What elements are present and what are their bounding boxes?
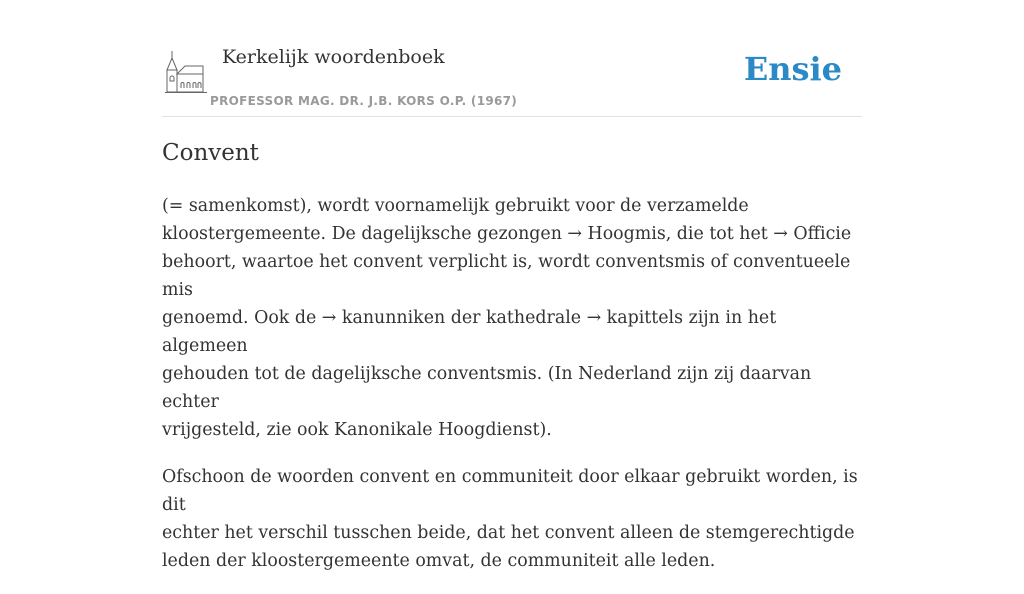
paragraph-2-line: leden der kloostergemeente omvat, de communiteit alle leden. — [162, 551, 716, 571]
header — [162, 40, 862, 117]
dictionary-author: PROFESSOR MAG. DR. J.B. KORS O.P. (1967) — [210, 94, 518, 108]
entry-term: Convent — [162, 140, 259, 166]
paragraph-1-line: behoort, waartoe het convent verplicht is, wordt conventsmis of conventueele mis — [162, 252, 851, 300]
ensie-logo-link[interactable]: Ensie — [743, 50, 842, 88]
paragraph-1-line: kloostergemeente. De dagelijksche gezongen → Hoogmis, die tot het → Officie — [162, 224, 852, 244]
paragraph-1-line: gehouden tot de dagelijksche conventsmis. (In Nederland zijn zij daarvan echter — [162, 364, 812, 412]
paragraph-1-line: (= samenkomst), wordt voornamelijk gebruikt voor de verzamelde — [162, 196, 749, 216]
paragraph-1-line: vrijgesteld, zie ook Kanonikale Hoogdienst). — [162, 420, 552, 440]
paragraph-1 — [162, 192, 862, 444]
paragraph-1-line: genoemd. Ook de → kanunniken der kathedrale → kapittels zijn in het algemeen — [162, 308, 777, 356]
dictionary-title[interactable]: Kerkelijk woordenboek — [222, 46, 445, 68]
church-icon — [165, 50, 207, 94]
paragraph-2-line: echter het verschil tusschen beide, dat het convent alleen de stemgerechtigde — [162, 523, 855, 543]
paragraph-2-line: Ofschoon de woorden convent en communiteit door elkaar gebruikt worden, is dit — [162, 467, 858, 515]
paragraph-2 — [162, 463, 862, 575]
entry-body — [162, 192, 862, 594]
